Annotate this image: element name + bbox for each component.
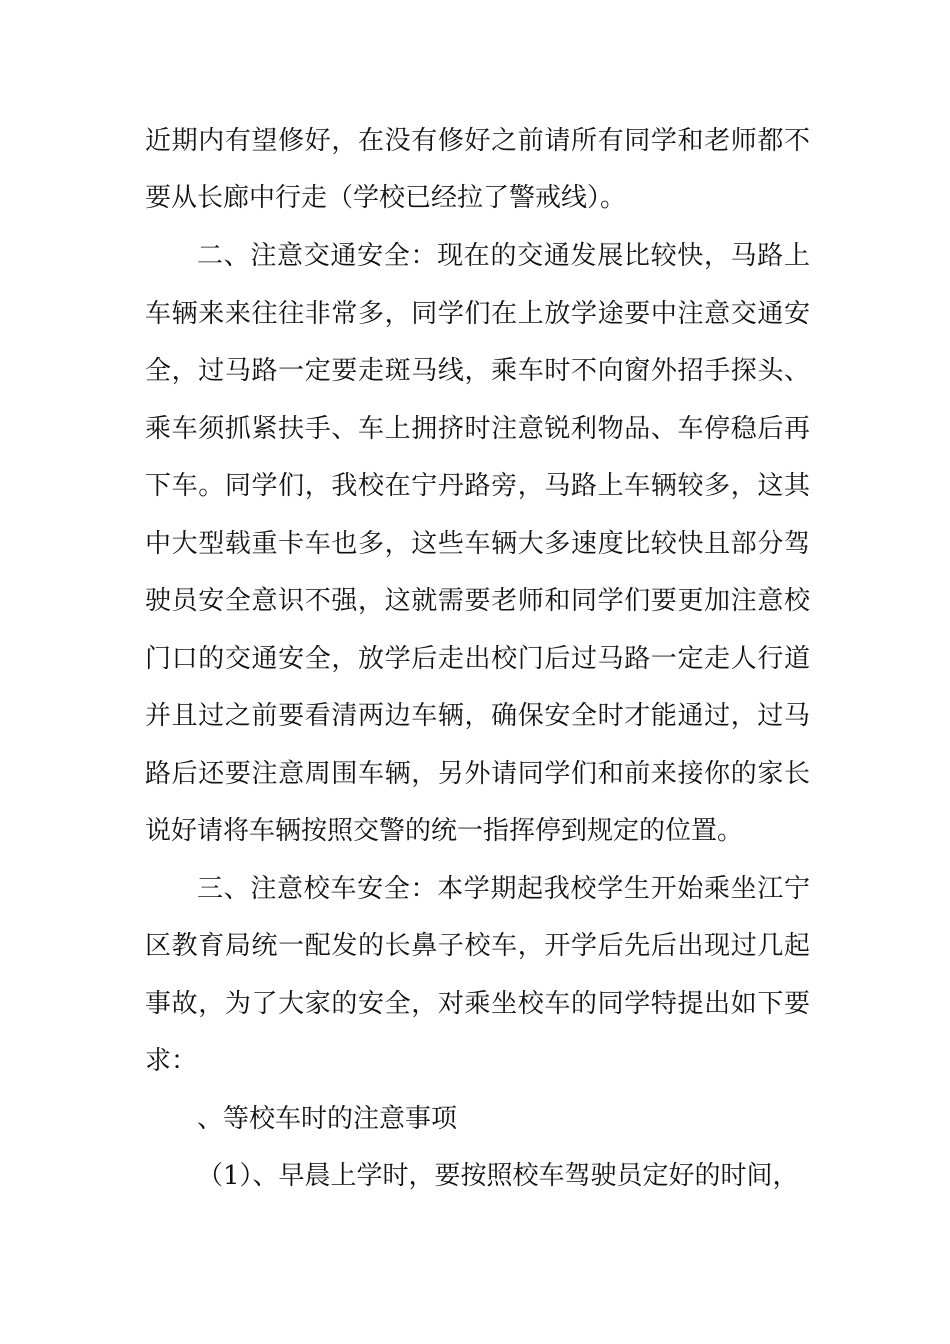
text-line-16: 事故，为了大家的安全，对乘坐校车的同学特提出如下要 <box>145 989 810 1019</box>
text-line-15: 区教育局统一配发的长鼻子校车，开学后先后出现过几起 <box>145 931 810 961</box>
text-line-1: 近期内有望修好，在没有修好之前请所有同学和老师都不 <box>145 126 810 156</box>
text-line-12: 路后还要注意周围车辆，另外请同学们和前来接你的家长 <box>145 759 810 789</box>
text-line-3: 二、注意交通安全：现在的交通发展比较快，马路上 <box>197 241 810 271</box>
text-line-7: 下车。同学们，我校在宁丹路旁，马路上车辆较多，这其 <box>145 471 810 501</box>
text-line-13: 说好请将车辆按照交警的统一指挥停到规定的位置。 <box>145 816 744 846</box>
text-line-14: 三、注意校车安全：本学期起我校学生开始乘坐江宁 <box>197 874 810 904</box>
text-line-10: 门口的交通安全，放学后走出校门后过马路一定走人行道 <box>145 644 810 674</box>
text-line-17: 求： <box>145 1046 198 1076</box>
text-line-19: （1）、早晨上学时，要按照校车驾驶员定好的时间， <box>197 1161 799 1191</box>
text-line-11: 并且过之前要看清两边车辆，确保安全时才能通过，过马 <box>145 701 810 731</box>
text-line-2: 要从长廊中行走（学校已经拉了警戒线）。 <box>145 183 627 213</box>
text-line-4: 车辆来来往往非常多，同学们在上放学途要中注意交通安 <box>145 299 810 329</box>
text-line-9: 驶员安全意识不强，这就需要老师和同学们要更加注意校 <box>145 586 810 616</box>
text-line-6: 乘车须抓紧扶手、车上拥挤时注意锐利物品、车停稳后再 <box>145 414 810 444</box>
text-line-5: 全，过马路一定要走斑马线，乘车时不向窗外招手探头、 <box>145 356 810 386</box>
text-line-8: 中大型载重卡车也多，这些车辆大多速度比较快且部分驾 <box>145 529 810 559</box>
text-line-18: 、等校车时的注意事项 <box>197 1104 458 1134</box>
